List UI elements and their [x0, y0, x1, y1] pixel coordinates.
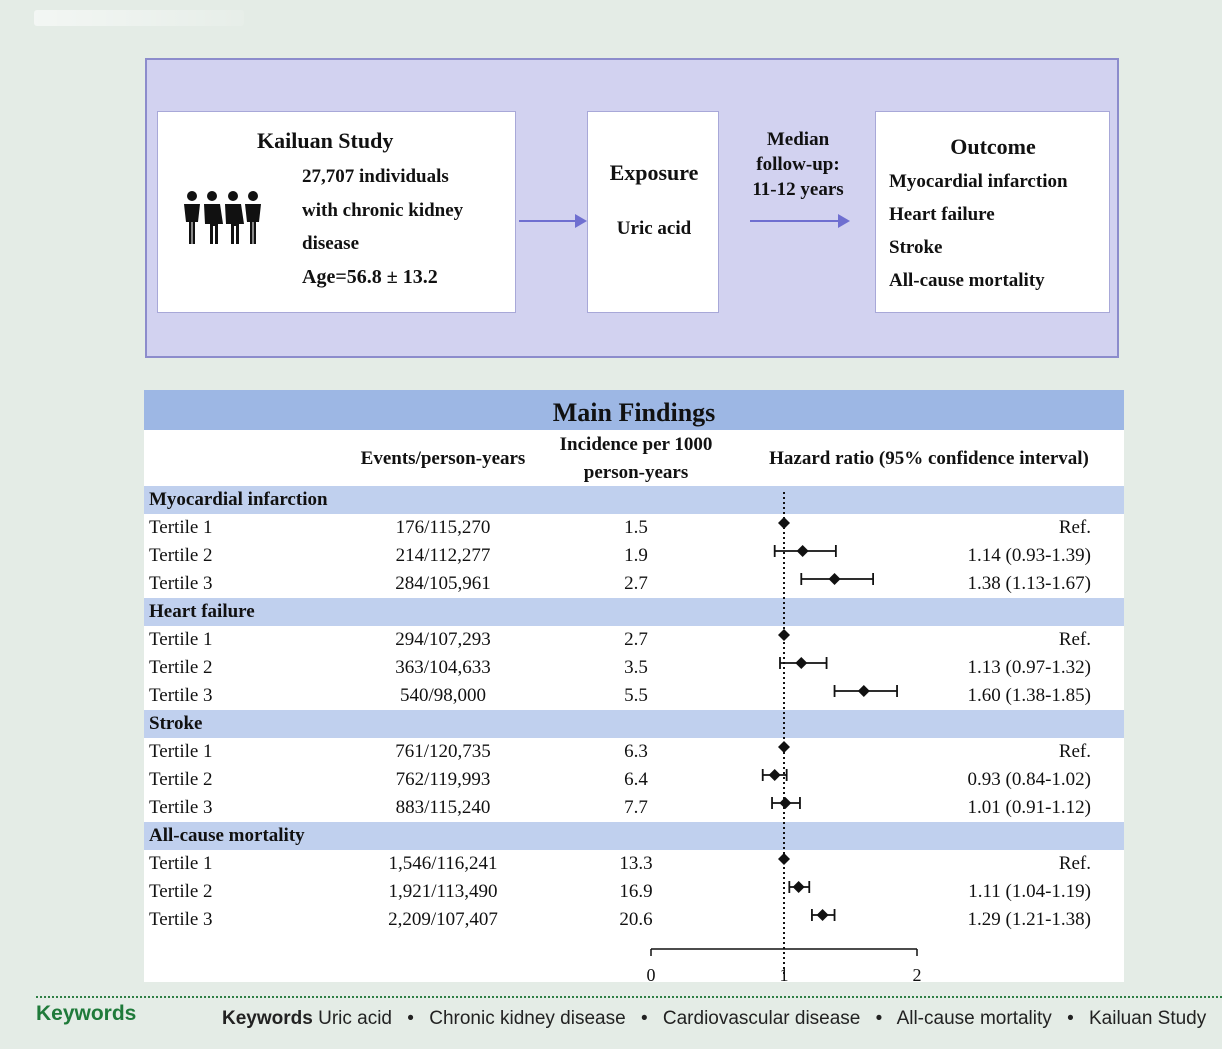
findings-title: Main Findings: [552, 398, 716, 427]
outcome-title: Outcome: [950, 134, 1036, 159]
top-bar-blur: [34, 10, 244, 26]
row-incidence: 6.3: [624, 741, 648, 762]
row-hr-text: 0.93 (0.84-1.02): [967, 769, 1091, 790]
outcome-item: Myocardial infarction: [889, 171, 1068, 192]
row-incidence: 3.5: [624, 657, 648, 678]
keyword-separator: •: [640, 1008, 648, 1029]
row-label: Tertile 3: [149, 573, 213, 594]
row-label: Tertile 1: [149, 741, 213, 762]
row-label: Tertile 2: [149, 545, 213, 566]
keywords-inline-label: Keywords: [222, 1008, 313, 1029]
hr-point: [829, 573, 841, 585]
keyword-item[interactable]: Chronic kidney disease: [429, 1008, 626, 1029]
keywords-line: [222, 1008, 1206, 1030]
row-incidence: 7.7: [624, 797, 648, 818]
row-label: Tertile 3: [149, 685, 213, 706]
followup-line-3: 11-12 years: [752, 179, 844, 200]
col-incidence-header-1: Incidence per 1000: [559, 434, 713, 455]
row-hr-text: 1.14 (0.93-1.39): [967, 545, 1091, 566]
row-label: Tertile 3: [149, 797, 213, 818]
exposure-value: Uric acid: [616, 218, 692, 239]
outcome-item: All-cause mortality: [889, 270, 1045, 291]
hr-point: [795, 657, 807, 669]
row-incidence: 20.6: [619, 909, 653, 930]
row-events: 1,921/113,490: [388, 881, 498, 902]
row-events: 762/119,993: [395, 769, 491, 790]
row-events: 214/112,277: [395, 545, 491, 566]
row-incidence: 2.7: [624, 573, 648, 594]
outcome-item: Stroke: [889, 237, 943, 258]
row-incidence: 1.5: [624, 517, 648, 538]
row-incidence: 5.5: [624, 685, 648, 706]
row-label: Tertile 2: [149, 657, 213, 678]
hr-point: [778, 853, 790, 865]
forest-plot: [144, 390, 1124, 982]
row-hr-text: 1.01 (0.91-1.12): [967, 797, 1091, 818]
study-title: Kailuan Study: [257, 128, 394, 153]
row-hr-text: Ref.: [1058, 853, 1091, 874]
col-events-header: Events/person-years: [360, 448, 526, 469]
keyword-item[interactable]: Cardiovascular disease: [662, 1008, 861, 1029]
row-hr-text: Ref.: [1058, 517, 1091, 538]
row-incidence: 16.9: [619, 881, 653, 902]
row-label: Tertile 1: [149, 517, 213, 538]
row-incidence: 1.9: [624, 545, 648, 566]
exposure-title: Exposure: [609, 160, 699, 185]
study-box: [157, 111, 516, 313]
followup-line-1: Median: [766, 129, 830, 150]
section-name: All-cause mortality: [149, 825, 305, 846]
arrow-exposure-line: [519, 220, 575, 222]
row-events: 1,546/116,241: [388, 853, 498, 874]
keyword-item[interactable]: All-cause mortality: [896, 1008, 1052, 1029]
outcome-box: [875, 111, 1110, 313]
arrow-outcome-line: [750, 220, 838, 222]
row-hr-text: Ref.: [1058, 741, 1091, 762]
row-incidence: 2.7: [624, 629, 648, 650]
col-incidence-header-2: person-years: [583, 462, 689, 483]
col-hr-header: Hazard ratio (95% confidence interval): [769, 448, 1089, 469]
keyword-separator: •: [1067, 1008, 1074, 1029]
hr-point: [778, 629, 790, 641]
hr-point: [797, 545, 809, 557]
row-hr-text: 1.60 (1.38-1.85): [967, 685, 1091, 706]
row-incidence: 6.4: [624, 769, 648, 790]
row-events: 2,209/107,407: [388, 909, 498, 930]
row-events: 761/120,735: [395, 741, 491, 762]
row-events: 284/105,961: [395, 573, 491, 594]
exposure-box: [587, 111, 719, 313]
findings-table: [144, 390, 1124, 982]
row-label: Tertile 2: [149, 881, 213, 902]
row-hr-text: 1.29 (1.21-1.38): [967, 909, 1091, 930]
study-line-3: disease: [302, 233, 359, 254]
people-group-icon: [182, 190, 264, 251]
followup-line-2: follow-up:: [756, 154, 840, 175]
section-name: Stroke: [149, 713, 203, 734]
row-hr-text: 1.11 (1.04-1.19): [968, 881, 1091, 902]
row-label: Tertile 1: [149, 629, 213, 650]
arrow-outcome-head: [838, 214, 850, 228]
hr-point: [858, 685, 870, 697]
study-age: Age=56.8 ± 13.2: [302, 266, 438, 288]
row-events: 540/98,000: [399, 685, 487, 706]
row-events: 883/115,240: [395, 797, 491, 818]
keyword-item[interactable]: Kailuan Study: [1089, 1008, 1207, 1029]
row-events: 363/104,633: [395, 657, 491, 678]
row-hr-text: 1.13 (0.97-1.32): [967, 657, 1091, 678]
keyword-item[interactable]: Uric acid: [318, 1008, 392, 1029]
row-label: Tertile 3: [149, 909, 213, 930]
row-label: Tertile 2: [149, 769, 213, 790]
keyword-separator: •: [875, 1008, 883, 1029]
row-label: Tertile 1: [149, 853, 213, 874]
row-events: 294/107,293: [395, 629, 491, 650]
row-hr-text: Ref.: [1058, 629, 1091, 650]
row-events: 176/115,270: [395, 517, 491, 538]
hr-point: [779, 797, 791, 809]
outcome-item: Heart failure: [889, 204, 995, 225]
hr-point: [793, 881, 805, 893]
row-hr-text: 1.38 (1.13-1.67): [967, 573, 1091, 594]
study-line-1: 27,707 individuals: [302, 166, 449, 187]
row-incidence: 13.3: [619, 853, 653, 874]
keywords-side-label: Keywords: [36, 1002, 137, 1025]
keyword-separator: •: [407, 1008, 414, 1029]
arrow-exposure-head: [575, 214, 587, 228]
hr-point: [769, 769, 781, 781]
hr-point: [778, 741, 790, 753]
study-design-panel: [145, 58, 1119, 358]
section-name: Myocardial infarction: [149, 489, 328, 510]
study-line-2: with chronic kidney: [302, 200, 464, 221]
x-tick-label: 2: [912, 965, 922, 982]
keywords-divider: [36, 996, 1222, 998]
hr-point: [817, 909, 829, 921]
x-tick-label: 0: [646, 965, 656, 982]
hr-point: [778, 517, 790, 529]
section-name: Heart failure: [149, 601, 255, 622]
x-tick-label: 1: [779, 965, 789, 982]
